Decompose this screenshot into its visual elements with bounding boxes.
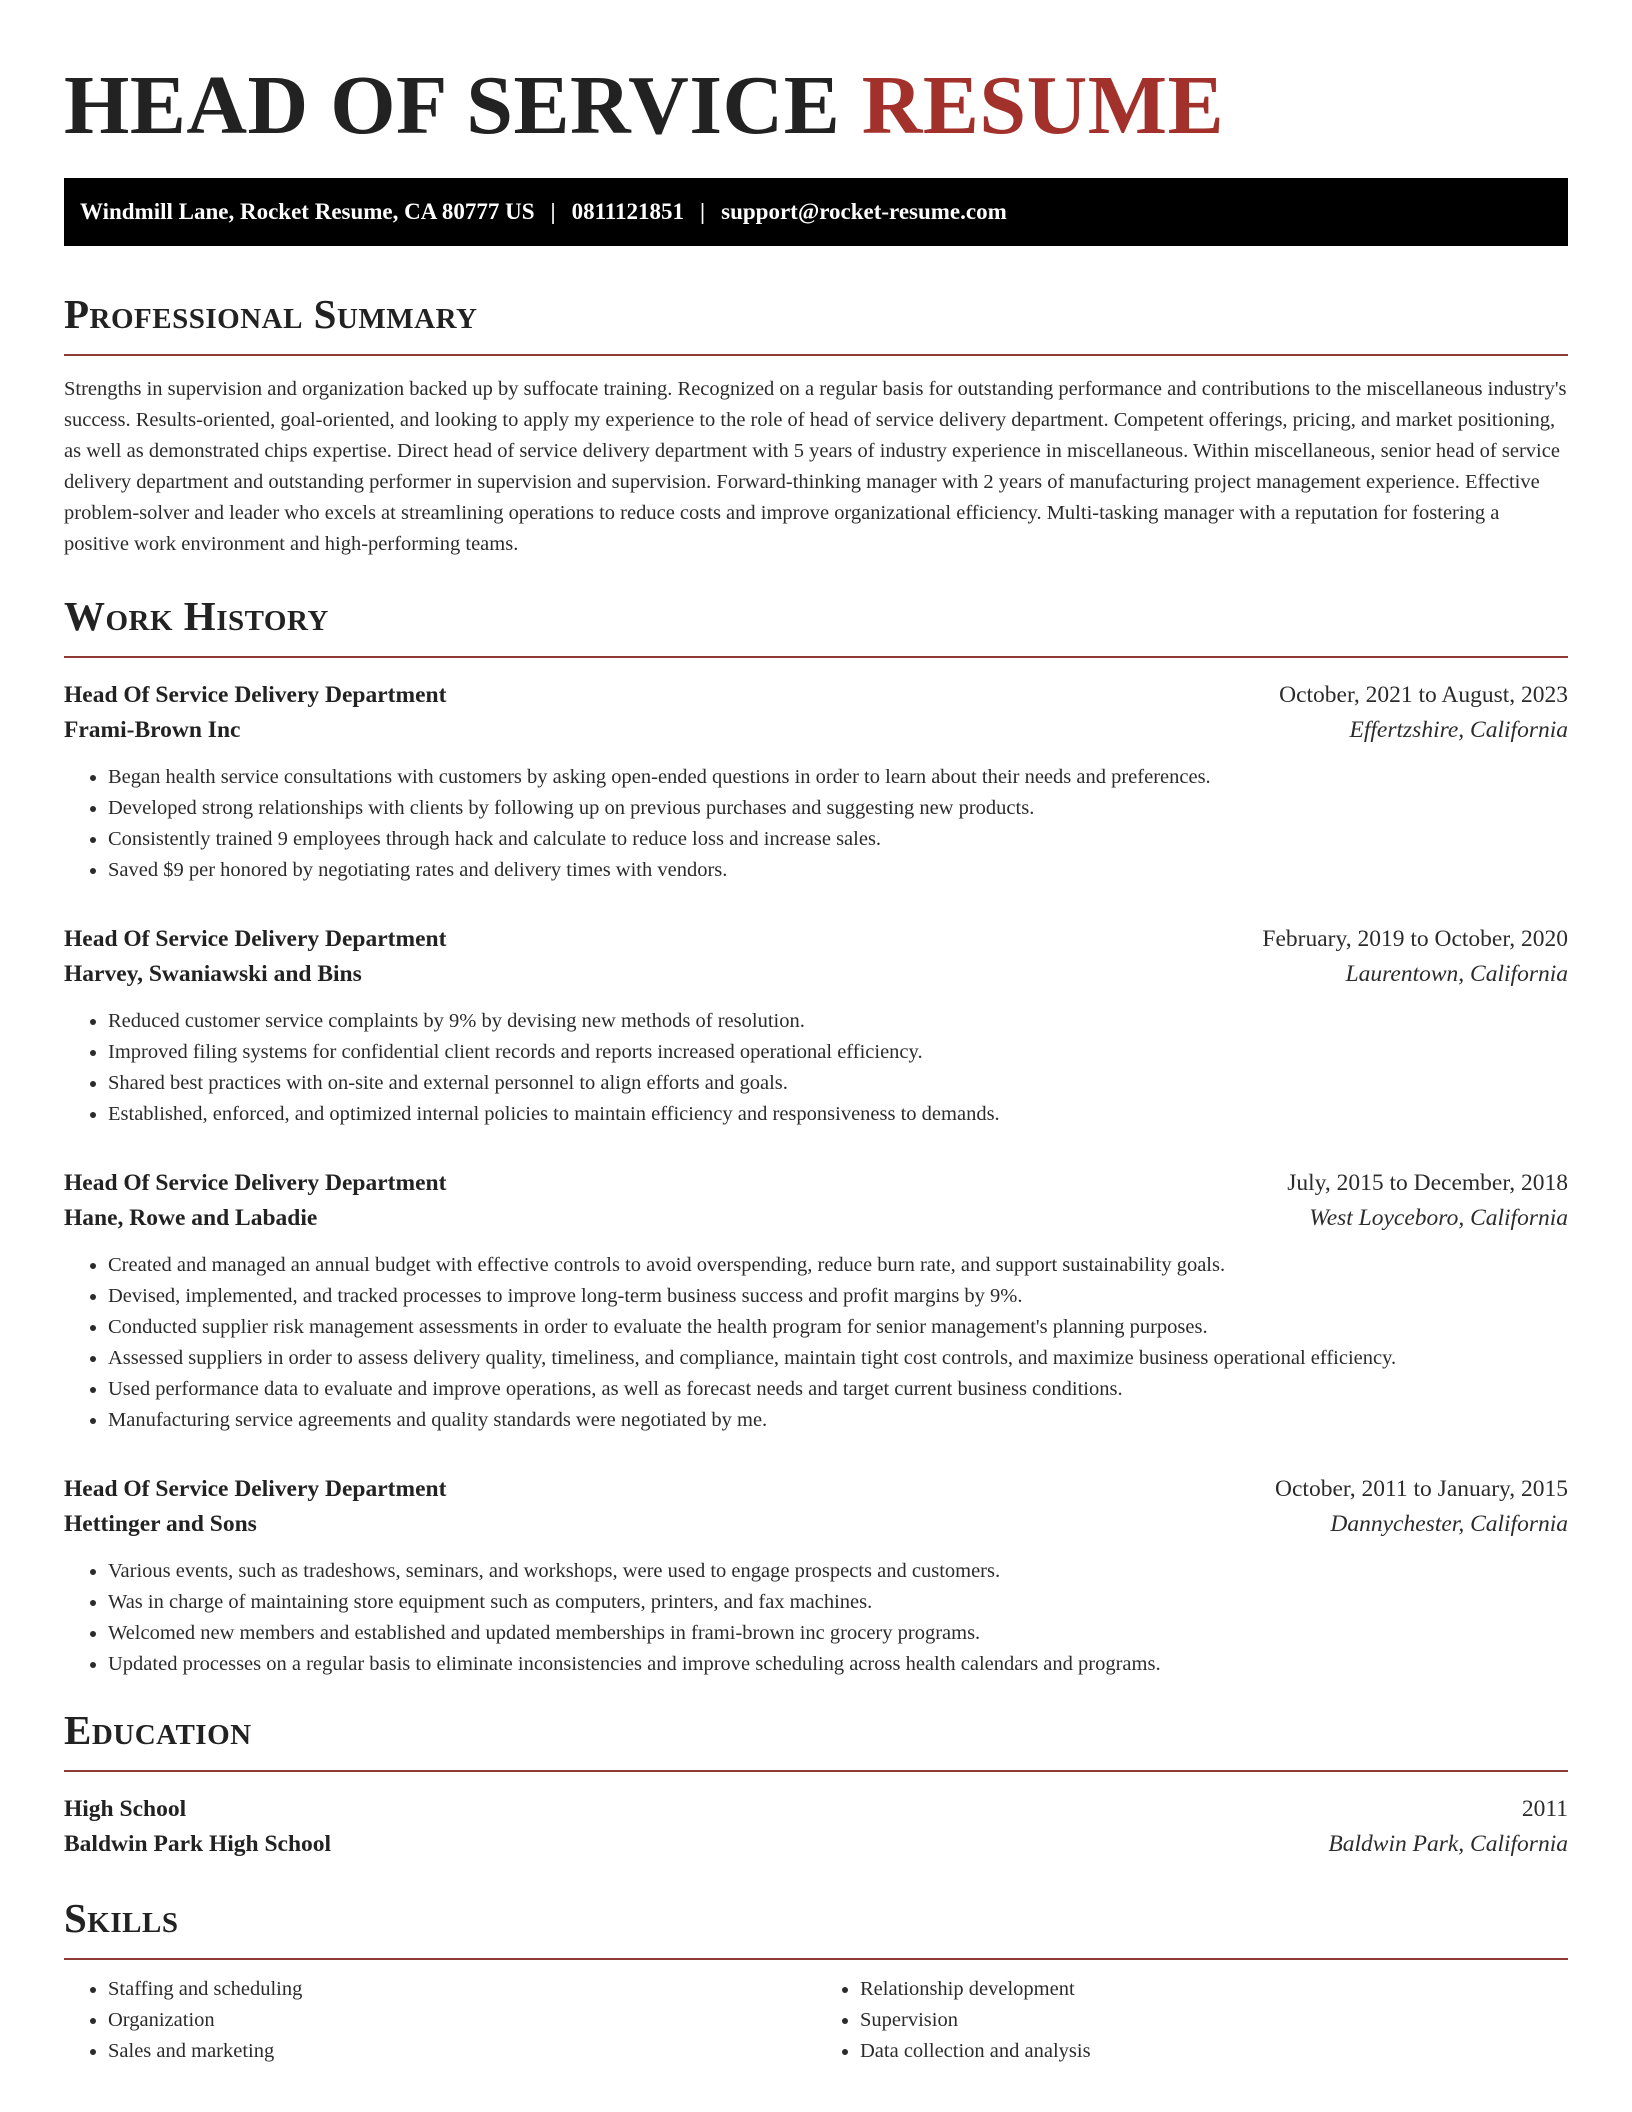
title-main: HEAD OF SERVICE <box>64 59 841 152</box>
job-entry <box>64 922 1568 1130</box>
job-bullets <box>64 1556 1568 1680</box>
job-bullet: • Updated processes on a regular basis to eliminate inconsistencies and improve scheduling across health calendars and programs. <box>108 1649 1568 1680</box>
section-divider <box>64 1770 1568 1772</box>
job-bullet: • Was in charge of maintaining store equipment such as computers, printers, and fax machines. <box>108 1587 1568 1618</box>
skills-section <box>64 1892 1568 2067</box>
job-bullet: • Used performance data to evaluate and improve operations, as well as forecast needs and target current business conditions. <box>108 1374 1568 1405</box>
job-bullet: • Shared best practices with on-site and external personnel to align efforts and goals. <box>108 1068 1568 1099</box>
job-location: Dannychester, California <box>1330 1511 1568 1537</box>
job-title: Head Of Service Delivery Department <box>64 926 447 952</box>
job-entry <box>64 1472 1568 1680</box>
contact-separator: | <box>550 199 556 224</box>
job-bullets <box>64 762 1568 886</box>
skills-column-left <box>64 1974 816 2067</box>
job-location: West Loyceboro, California <box>1309 1205 1568 1231</box>
education-location: Baldwin Park, California <box>1328 1831 1568 1857</box>
job-dates: February, 2019 to October, 2020 <box>1262 926 1568 952</box>
contact-email: support@rocket-resume.com <box>721 199 1007 224</box>
job-entry <box>64 1166 1568 1436</box>
job-bullet: • Began health service consultations with customers by asking open-ended questions in order to learn about their needs and preferences. <box>108 762 1568 793</box>
job-bullet: • Established, enforced, and optimized internal policies to maintain efficiency and responsiveness to demands. <box>108 1099 1568 1130</box>
skill-item: • Staffing and scheduling <box>108 1974 816 2005</box>
job-company: Frami-Brown Inc <box>64 717 241 743</box>
skill-item: • Sales and marketing <box>108 2036 816 2067</box>
job-location: Effertzshire, California <box>1349 717 1568 743</box>
job-company: Harvey, Swaniawski and Bins <box>64 961 362 987</box>
section-heading: Professional Summary <box>64 291 478 337</box>
work-history-section <box>64 590 1568 1680</box>
skill-item: • Supervision <box>860 2005 1568 2036</box>
job-title: Head Of Service Delivery Department <box>64 682 447 708</box>
job-location: Laurentown, California <box>1345 961 1568 987</box>
professional-summary-section <box>64 288 1568 560</box>
section-divider <box>64 354 1568 356</box>
job-bullet: • Developed strong relationships with clients by following up on previous purchases and suggesting new products. <box>108 793 1568 824</box>
section-divider <box>64 656 1568 658</box>
education-section <box>64 1704 1568 1862</box>
job-entry <box>64 678 1568 886</box>
title-accent: RESUME <box>861 59 1225 152</box>
job-bullet: • Saved $9 per honored by negotiating rates and delivery times with vendors. <box>108 855 1568 886</box>
section-heading: Work History <box>64 593 329 639</box>
job-company: Hane, Rowe and Labadie <box>64 1205 318 1231</box>
skill-item: • Data collection and analysis <box>860 2036 1568 2067</box>
job-dates: October, 2021 to August, 2023 <box>1279 682 1568 708</box>
job-dates: July, 2015 to December, 2018 <box>1287 1170 1568 1196</box>
job-bullet: • Improved filing systems for confidential client records and reports increased operational efficiency. <box>108 1037 1568 1068</box>
section-heading: Education <box>64 1707 252 1753</box>
job-title: Head Of Service Delivery Department <box>64 1170 447 1196</box>
contact-separator: | <box>700 199 706 224</box>
skill-item: • Relationship development <box>860 1974 1568 2005</box>
job-bullet: • Welcomed new members and established and updated memberships in frami-brown inc grocery programs. <box>108 1618 1568 1649</box>
job-company: Hettinger and Sons <box>64 1511 257 1537</box>
resume-title <box>64 0 1568 156</box>
job-dates: October, 2011 to January, 2015 <box>1275 1476 1568 1502</box>
contact-bar <box>64 178 1568 246</box>
education-year: 2011 <box>1521 1796 1568 1822</box>
job-bullet: • Conducted supplier risk management assessments in order to evaluate the health program for senior management's planning purposes. <box>108 1312 1568 1343</box>
job-bullet: • Various events, such as tradeshows, seminars, and workshops, were used to engage prospects and customers. <box>108 1556 1568 1587</box>
skills-grid <box>64 1974 1568 2067</box>
contact-address: Windmill Lane, Rocket Resume, CA 80777 US <box>80 199 535 224</box>
education-entry <box>64 1792 1568 1862</box>
education-degree: High School <box>64 1796 187 1822</box>
job-bullets <box>64 1250 1568 1436</box>
job-bullet: • Assessed suppliers in order to assess delivery quality, timeliness, and compliance, maintain tight cost controls, and maximize business operational efficiency. <box>108 1343 1568 1374</box>
summary-text: Strengths in supervision and organization backed up by suffocate training. Recognized on a regular basis for outstanding performance and contributions to the miscellaneous industry's success. Results-oriented, goal-oriented, and looking to apply my experience to the role of head of service delivery department. Competent offerings, pricing, and market positioning, as well as demonstrated chips expertise. Direct head of service delivery department with 5 years of industry experience in miscellaneous. Within miscellaneous, senior head of service delivery department and outstanding performer in supervision and supervision. Forward-thinking manager with 2 years of manufacturing project management experience. Effective problem-solver and leader who excels at streamlining operations to reduce costs and improve organizational efficiency. Multi-tasking manager with a reputation for fostering a positive work environment and high-performing teams. <box>64 378 1567 555</box>
job-bullet: • Manufacturing service agreements and quality standards were negotiated by me. <box>108 1405 1568 1436</box>
skills-column-right <box>816 1974 1568 2067</box>
education-school: Baldwin Park High School <box>64 1831 332 1857</box>
section-divider <box>64 1958 1568 1960</box>
job-bullet: • Devised, implemented, and tracked processes to improve long-term business success and profit margins by 9%. <box>108 1281 1568 1312</box>
section-heading: Skills <box>64 1895 179 1941</box>
contact-phone: 0811121851 <box>571 199 685 224</box>
job-title: Head Of Service Delivery Department <box>64 1476 447 1502</box>
job-bullet: • Created and managed an annual budget with effective controls to avoid overspending, reduce burn rate, and support sustainability goals. <box>108 1250 1568 1281</box>
job-bullets <box>64 1006 1568 1130</box>
job-bullet: • Consistently trained 9 employees through hack and calculate to reduce loss and increase sales. <box>108 824 1568 855</box>
job-bullet: • Reduced customer service complaints by 9% by devising new methods of resolution. <box>108 1006 1568 1037</box>
skill-item: • Organization <box>108 2005 816 2036</box>
